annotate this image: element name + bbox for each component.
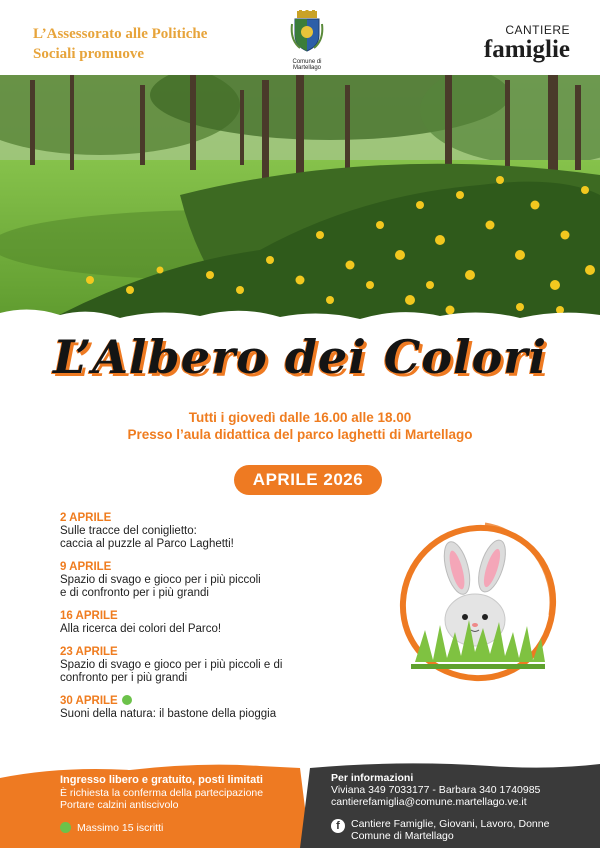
municipal-crest-icon — [290, 10, 324, 52]
info-email[interactable]: cantierefamiglia@comune.martellago.ve.it — [331, 796, 527, 808]
event-date: 16 APRILE — [60, 610, 118, 622]
contact-info — [331, 772, 540, 808]
event-description: Spazio di svago e gioco per i più piccoli — [60, 574, 261, 586]
event-description: Sulle tracce del coniglietto: — [60, 525, 197, 537]
event-list — [60, 511, 360, 730]
event-title: L’Albero dei Colori — [53, 330, 547, 384]
schedule-text: Tutti i giovedì dalle 16.00 alle 18.00 — [188, 410, 412, 425]
entry-confirmation: È richiesta la conferma della partecipazione — [60, 786, 264, 799]
list-item — [60, 645, 360, 685]
list-item — [60, 511, 360, 551]
entry-socks: Portare calzini antiscivolo — [60, 799, 179, 811]
event-description: caccia al puzzle al Parco Laghetti! — [60, 538, 234, 550]
info-phones: Viviana 349 7033177 - Barbara 340 1740985 — [331, 784, 541, 796]
event-date: 2 APRILE — [60, 512, 112, 524]
location-text: Presso l’aula didattica del parco laghetti di Martellago — [127, 427, 473, 442]
bunny-illustration — [395, 520, 560, 685]
facebook-line-1: Cantiere Famiglie, Giovani, Lavoro, Donne — [351, 818, 550, 830]
event-description: Alla ricerca dei colori del Parco! — [60, 623, 222, 635]
green-dot-icon — [122, 695, 132, 705]
promoter-line-1: L’Assessorato alle Politiche — [33, 26, 208, 42]
brand-small: CANTIERE — [505, 23, 570, 37]
cantiere-famiglie-logo — [484, 24, 570, 63]
month-badge: APRILE 2026 — [234, 465, 382, 495]
promoter-line-2: Sociali promuove — [33, 46, 144, 62]
brand-big: famiglie — [483, 36, 570, 63]
facebook-link[interactable] — [331, 818, 549, 842]
entry-title: Ingresso libero e gratuito, posti limitati — [60, 774, 263, 786]
municipality-logo — [282, 10, 332, 71]
event-date: 23 APRILE — [60, 646, 118, 658]
green-dot-icon — [60, 822, 71, 833]
park-photo — [0, 75, 600, 325]
list-item — [60, 609, 360, 636]
list-item — [60, 560, 360, 600]
event-description: confronto per i più grandi — [60, 672, 188, 684]
info-title: Per informazioni — [331, 772, 414, 784]
entry-info — [60, 774, 263, 812]
max-participants — [60, 822, 163, 834]
max-text: Massimo 15 iscritti — [77, 822, 164, 834]
facebook-icon: f — [331, 819, 345, 833]
list-item — [60, 694, 360, 721]
facebook-line-2: Comune di Martellago — [351, 830, 454, 842]
event-description: Spazio di svago e gioco per i più piccoli e di — [60, 659, 283, 671]
promoter-text — [33, 24, 207, 64]
logo-caption: Comune di Martellago — [292, 59, 322, 71]
event-date: 9 APRILE — [60, 561, 112, 573]
header — [0, 0, 600, 75]
event-date-text: 30 APRILE — [60, 695, 118, 707]
event-description: e di confronto per i più grandi — [60, 587, 209, 599]
event-description: Suoni della natura: il bastone della pioggia — [60, 708, 277, 720]
event-date — [60, 694, 360, 708]
